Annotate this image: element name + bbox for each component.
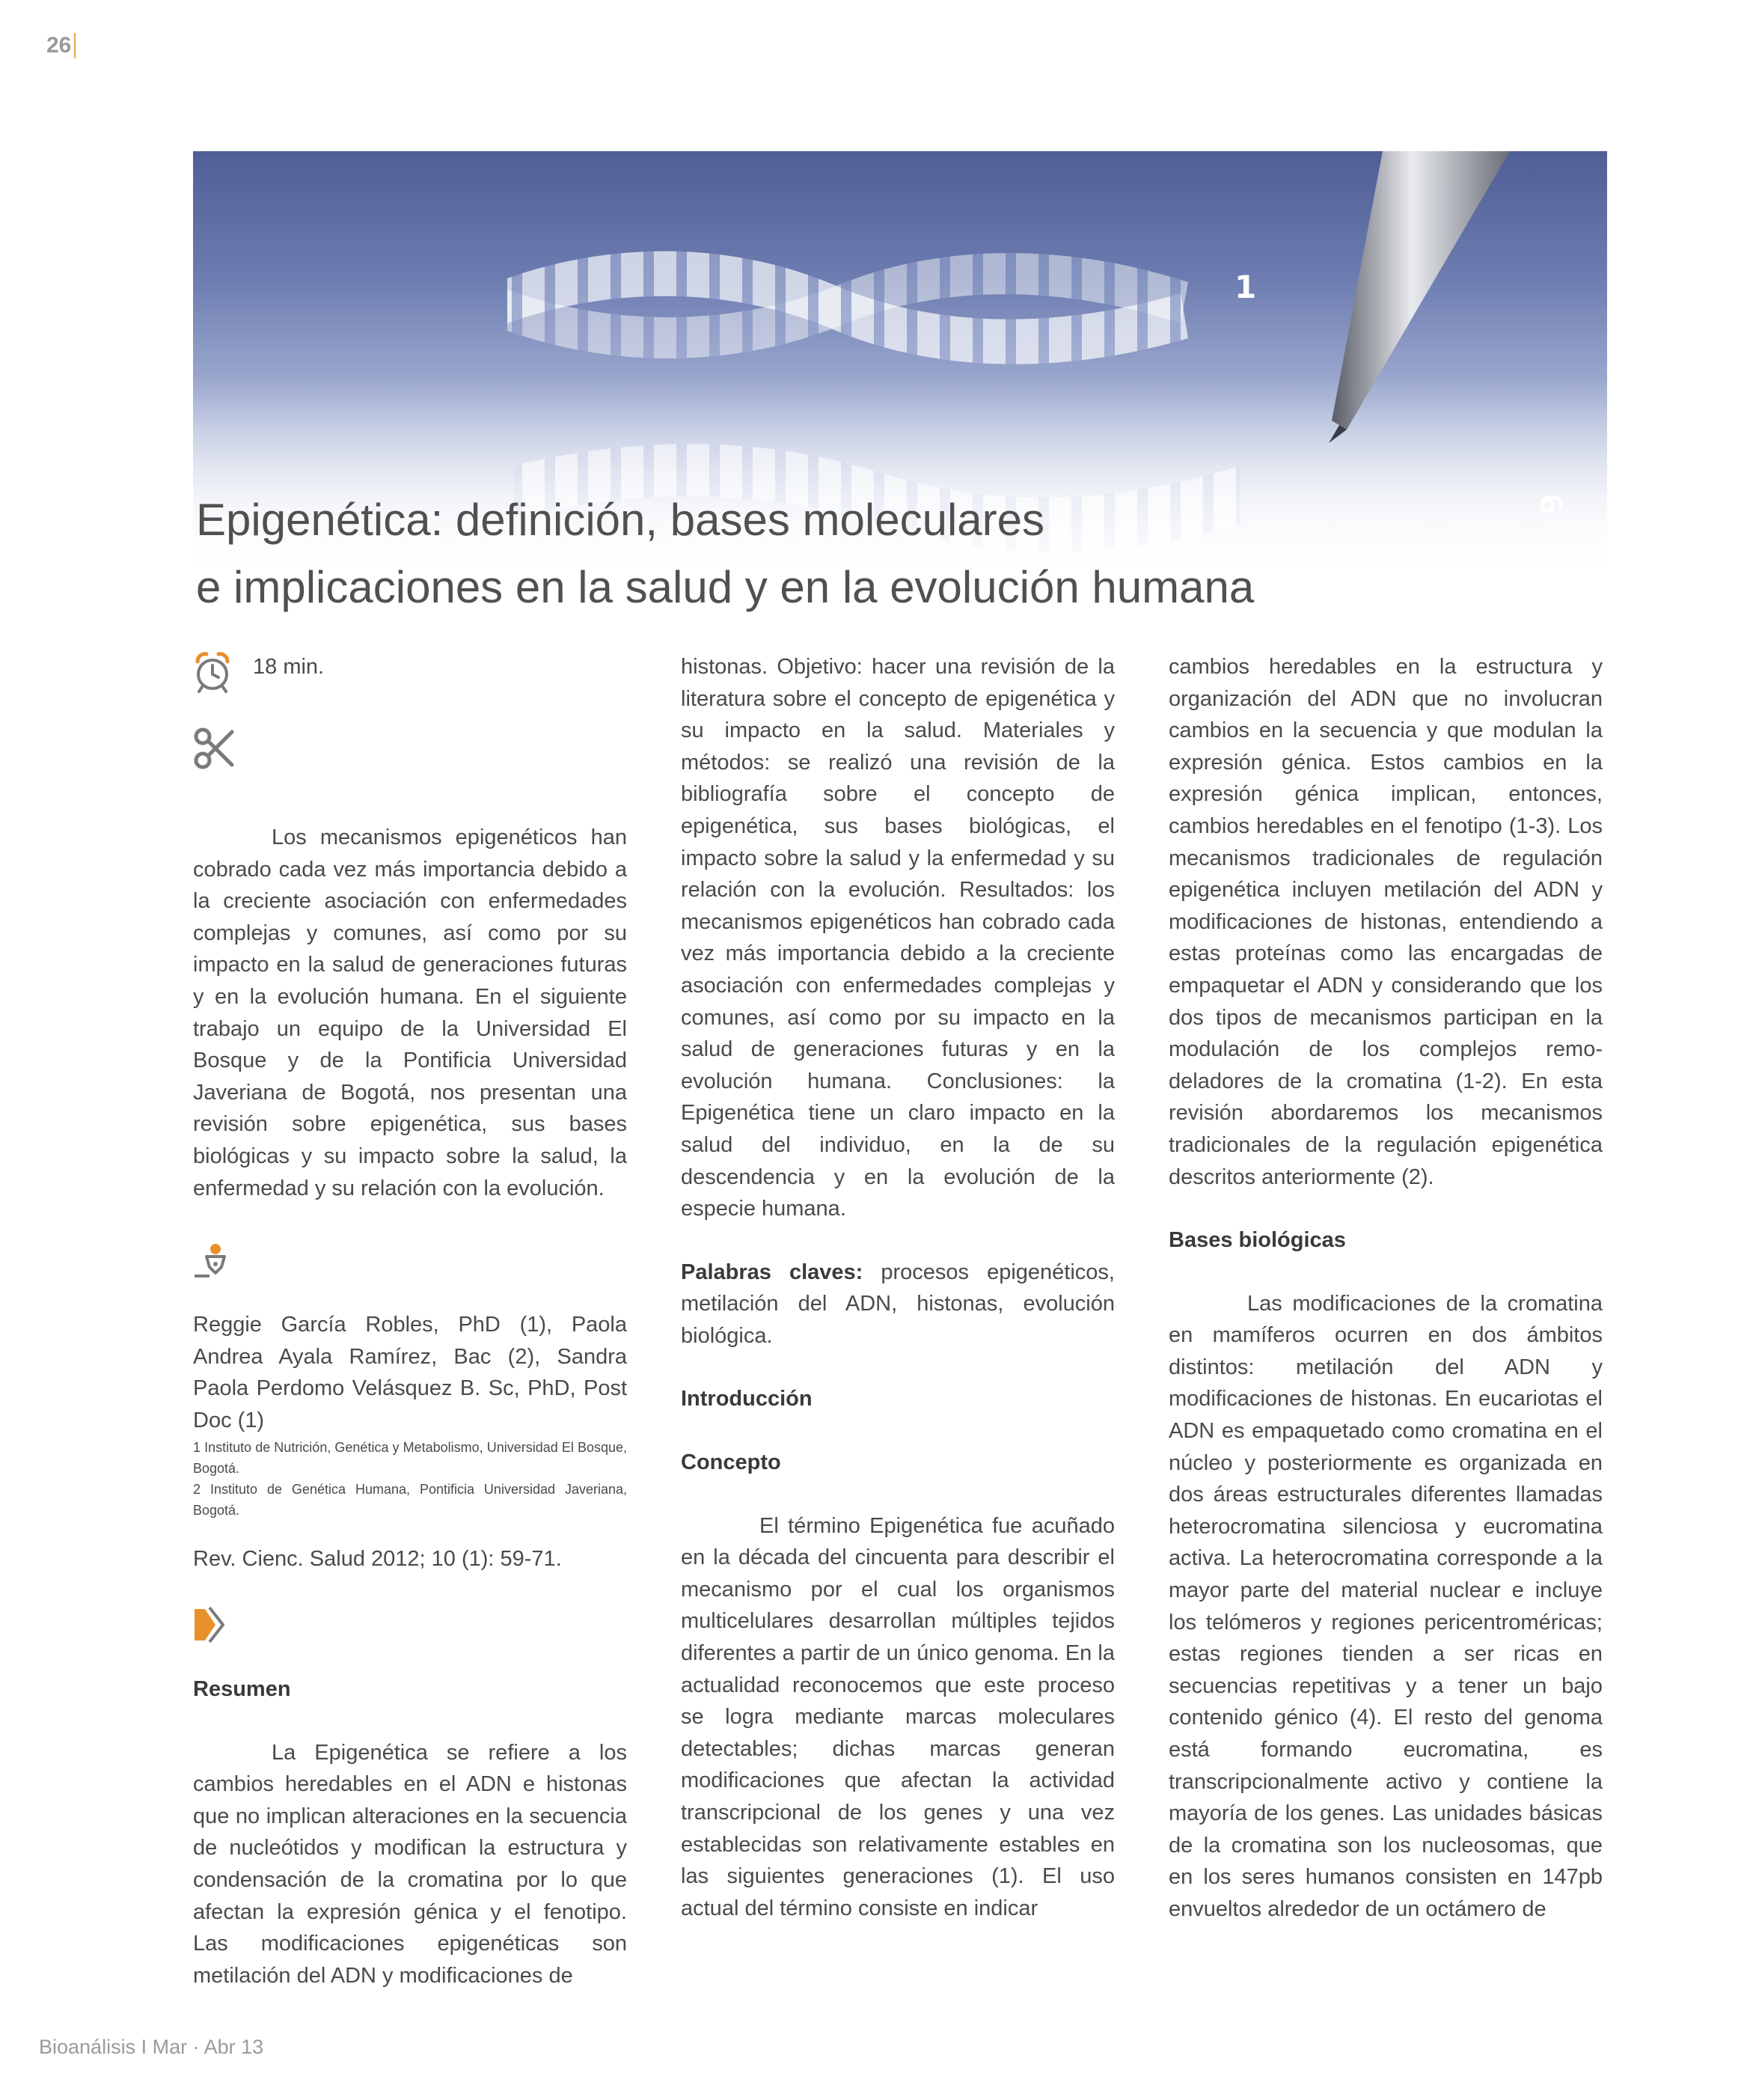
- column-left: [193, 651, 627, 1991]
- keywords: [681, 1257, 1115, 1352]
- arrow-tag-icon: [193, 1605, 226, 1645]
- column-right: [1169, 651, 1603, 1926]
- footer-publication: Bioanálisis I Mar · Abr 13: [39, 2036, 264, 2058]
- citation: Rev. Cienc. Salud 2012; 10 (1): 59-71.: [193, 1546, 562, 1571]
- affiliation-2: 2 Instituto de Genética Humana, Pontificia Universidad Javeriana, Bogotá.: [193, 1481, 627, 1518]
- image-label-1: 1: [1235, 269, 1257, 305]
- bases-paragraph-1: Las modificaciones de la cromatina en mamíferos ocurren en dos ámbitos distintos: metilación del ADN y modificaciones de histonas. En eucariotas el ADN es empaquetado como cromatina en el núcleo y posteriormente es organizada en dos áreas estructurales diferentes llamadas heterocromatina silenciosa y eucromatina activa. La heterocromatina corresponde a la mayor parte del material nuclear e incluye los telómeros y regiones pericentroméricas; estas regiones tienden a ser ricas en secuencias repetitivas y a tener un bajo contenido génico (4). El resto del genoma está formando eucromatina, es transcripcionalmente activo y contiene la mayoría de los genes. Las unidades básicas de la cromatina son los nucleosomas, que en los seres humanos consisten en 147pb envueltos alrededor de un octámero de: [1169, 1291, 1603, 1921]
- keywords-label: Palabras claves:: [681, 1260, 863, 1284]
- alarm-clock-icon: [193, 651, 232, 693]
- reading-time-row: [193, 651, 627, 699]
- concepto-heading: Concepto: [681, 1450, 781, 1475]
- bases-heading: Bases biológicas: [1169, 1228, 1346, 1253]
- resumen-paragraph-1: La Epigenética se refiere a los cambios heredables en el ADN e histonas que no implican alteraciones en la secuencia de nucleótidos y modifican la estructura y condensación de la cromatina por lo que afectan la expresión génica y el fenotipo. Las modificaciones epigenéticas son metilación del ADN y modificaciones de: [193, 1740, 627, 1988]
- keywords-text: procesos epigenéticos, metilación del ADN, histonas, evolución biológica.: [681, 1260, 1115, 1348]
- affiliation-1: 1 Instituto de Nutrición, Genética y Metabolismo, Universidad El Bosque, Bogotá.: [193, 1439, 627, 1476]
- column-middle: [681, 651, 1115, 1924]
- authors: Reggie García Robles, PhD (1), Paola Andrea Ayala Ramírez, Bac (2), Sandra Paola Perdomo Velásquez B. Sc, PhD, Post Doc (1): [193, 1313, 627, 1432]
- resumen-paragraph-2: histonas. Objetivo: hacer una revisión de la literatura sobre el concepto de epigenética y su impacto en la salud. Materiales y métodos: se realizó una revisión de la bibliografía sobre el concepto de epigenética, sus bases biológicas, el impacto sobre la salud y la enfermedad y su relación con la evolución. Resultados: los mecanismos epigenéticos han cobrado cada vez más importancia debido a la creciente asociación con enfermedades complejas y comunes, así como por su impacto en la salud de generaciones futuras y en la evolución humana. Conclusiones: la Epigenética tiene un claro impacto en la salud del individuo, en la de su descendencia y en la evolución de la especie humana.: [681, 655, 1115, 1221]
- image-label-6: 6: [1531, 490, 1569, 518]
- concepto-paragraph-1: El término Epigenética fue acuñado en la década del cincuenta para describir el mecanismo por el cual los organismos multicelulares desarrollan múltiples tejidos diferentes a partir de un único genoma. En la actualidad reconocemos que este proceso se logra mediante marcas moleculares detectables; dichas marcas generan modificaciones que afectan la actividad transcripcional de los genes y una vez establecidas son relativamente estables en las siguientes generaciones (1). El uso actual del término consiste en indicar: [681, 1513, 1115, 1920]
- reading-time: 18 min.: [253, 655, 325, 679]
- introduccion-heading: Introducción: [681, 1387, 813, 1411]
- page-number: 26: [46, 33, 76, 58]
- intro-paragraph: Los mecanismos epigenéticos han cobrado cada vez más importancia debido a la creciente asociación con enfermedades complejas y comunes, así como por su impacto en la salud de generaciones futuras y en la evolución humana. En el siguiente trabajo un equipo de la Universidad El Bosque y de la Pontificia Universidad Javeriana de Bogotá, nos presentan una revisión sobre epigenética, sus bases biológicas y su impacto sobre la salud, la enfermedad y su relación con la evolución.: [193, 825, 627, 1200]
- title-line-1: Epigenética: definición, bases moleculares: [196, 495, 1044, 545]
- pen-nib-icon: [193, 1242, 230, 1279]
- concepto-paragraph-2: cambios heredables en la estructura y organización del ADN que no involucran cambios en la secuencia y que modulan la expresión génica. Estos cambios en la expresión génica implican, entonces, cambios heredables en el fenotipo (1-3). Los mecanismos tradicionales de regulación epigenética incluyen metilación del ADN y modificaciones de histonas, entendiendo a estas proteínas como las encargadas de empaquetar el ADN y considerando que los dos tipos de mecanismos participan en la modulación de los complejos remo-deladores de la cromatina (1-2). En esta revisión abordaremos los mecanismos tradicionales de la regulación epigenética descritos anteriormente (2).: [1169, 655, 1603, 1189]
- resumen-heading: Resumen: [193, 1677, 291, 1702]
- title-line-2: e implicaciones en la salud y en la evolución humana: [196, 562, 1255, 612]
- scissors-icon: [193, 726, 235, 771]
- article-title: [196, 486, 1588, 621]
